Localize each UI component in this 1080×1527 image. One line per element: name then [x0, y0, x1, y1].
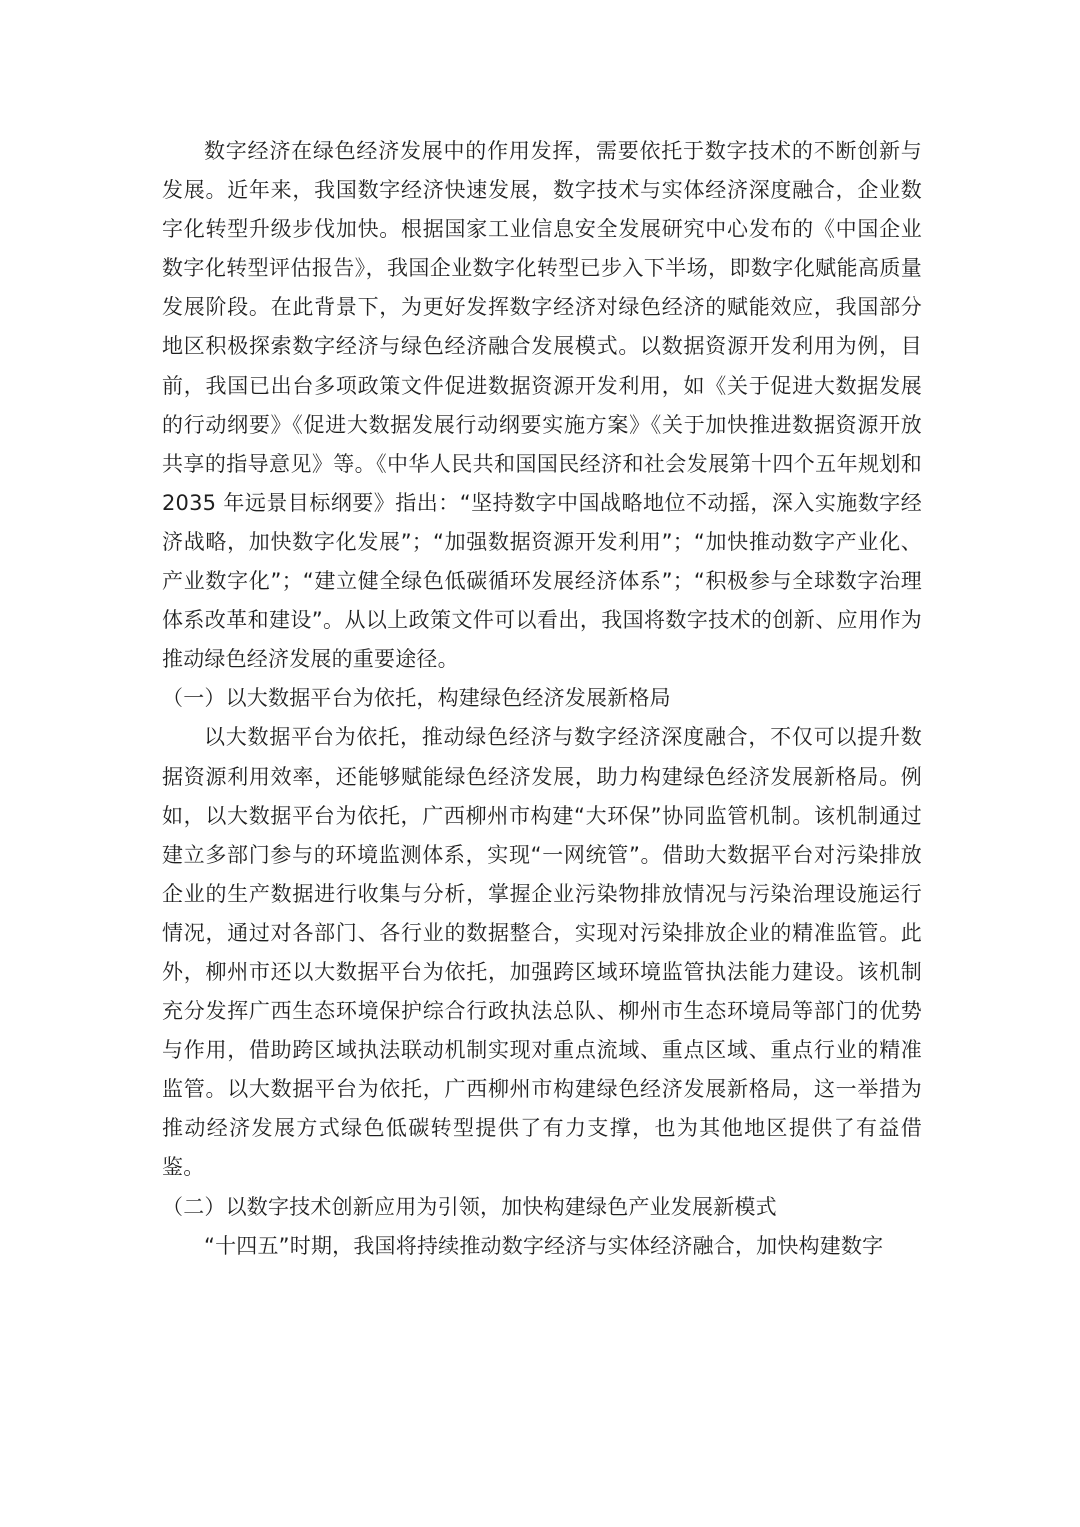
section-heading-2: （二）以数字技术创新应用为引领，加快构建绿色产业发展新模式 — [162, 1194, 777, 1219]
section-heading-1: （一）以大数据平台为依托，构建绿色经济发展新格局 — [162, 686, 671, 711]
paragraph-big-data-platform: 以大数据平台为依托，推动绿色经济与数字经济深度融合，不仅可以提升数据资源利用效率，还能够赋能绿色经济发展，助力构建绿色经济发展新格局。例如，以大数据平台为依托，广西柳州市构建“大环保”协同监管机制。该机制通过建立多部门参与的环境监测体系，实现“一网统管”。借助大数据平台对污染排放企业的生产数据进行收集与分析，掌握企业污染物排放情况与污染治理设施运行情况，通过对各部门、各行业的数据整合，实现对污染排放企业的精准监管。此外，柳州市还以大数据平台为依托，加强跨区域环境监管执法能力建设。该机制充分发挥广西生态环境保护综合行政执法总队、柳州市生态环境局等部门的优势与作用，借助跨区域执法联动机制实现对重点流域、重点区域、重点行业的精准监管。以大数据平台为依托，广西柳州市构建绿色经济发展新格局，这一举措为推动经济发展方式绿色低碳转型提供了有力支撑，也为其他地区提供了有益借鉴。 — [162, 725, 922, 1180]
paragraph-intro: 数字经济在绿色经济发展中的作用发挥，需要依托于数字技术的不断创新与发展。近年来，我国数字经济快速发展，数字技术与实体经济深度融合，企业数字化转型升级步伐加快。根据国家工业信息安全发展研究中心发布的《中国企业数字化转型评估报告》，我国企业数字化转型已步入下半场，即数字化赋能高质量发展阶段。在此背景下，为更好发挥数字经济对绿色经济的赋能效应，我国部分地区积极探索数字经济与绿色经济融合发展模式。以数据资源开发利用为例，目前，我国已出台多项政策文件促进数据资源开发利用，如《关于促进大数据发展的行动纲要》《促进大数据发展行动纲要实施方案》《关于加快推进数据资源开放共享的指导意见》等。《中华人民共和国国民经济和社会发展第十四个五年规划和 2035 年远景目标纲要》指出：“坚持数字中国战略地位不动摇，深入实施数字经济战略，加快数字化发展”；“加强数据资源开发利用”；“加快推动数字产业化、产业数字化”；“建立健全绿色低碳循环发展经济体系”；“积极参与全球数字治理体系改革和建设”。从以上政策文件可以看出，我国将数字技术的创新、应用作为推动绿色经济发展的重要途径。 — [162, 139, 922, 672]
paragraph-fourteenth-five-year: “十四五”时期，我国将持续推动数字经济与实体经济融合，加快构建数字 — [204, 1233, 884, 1258]
document-body — [162, 132, 922, 1266]
